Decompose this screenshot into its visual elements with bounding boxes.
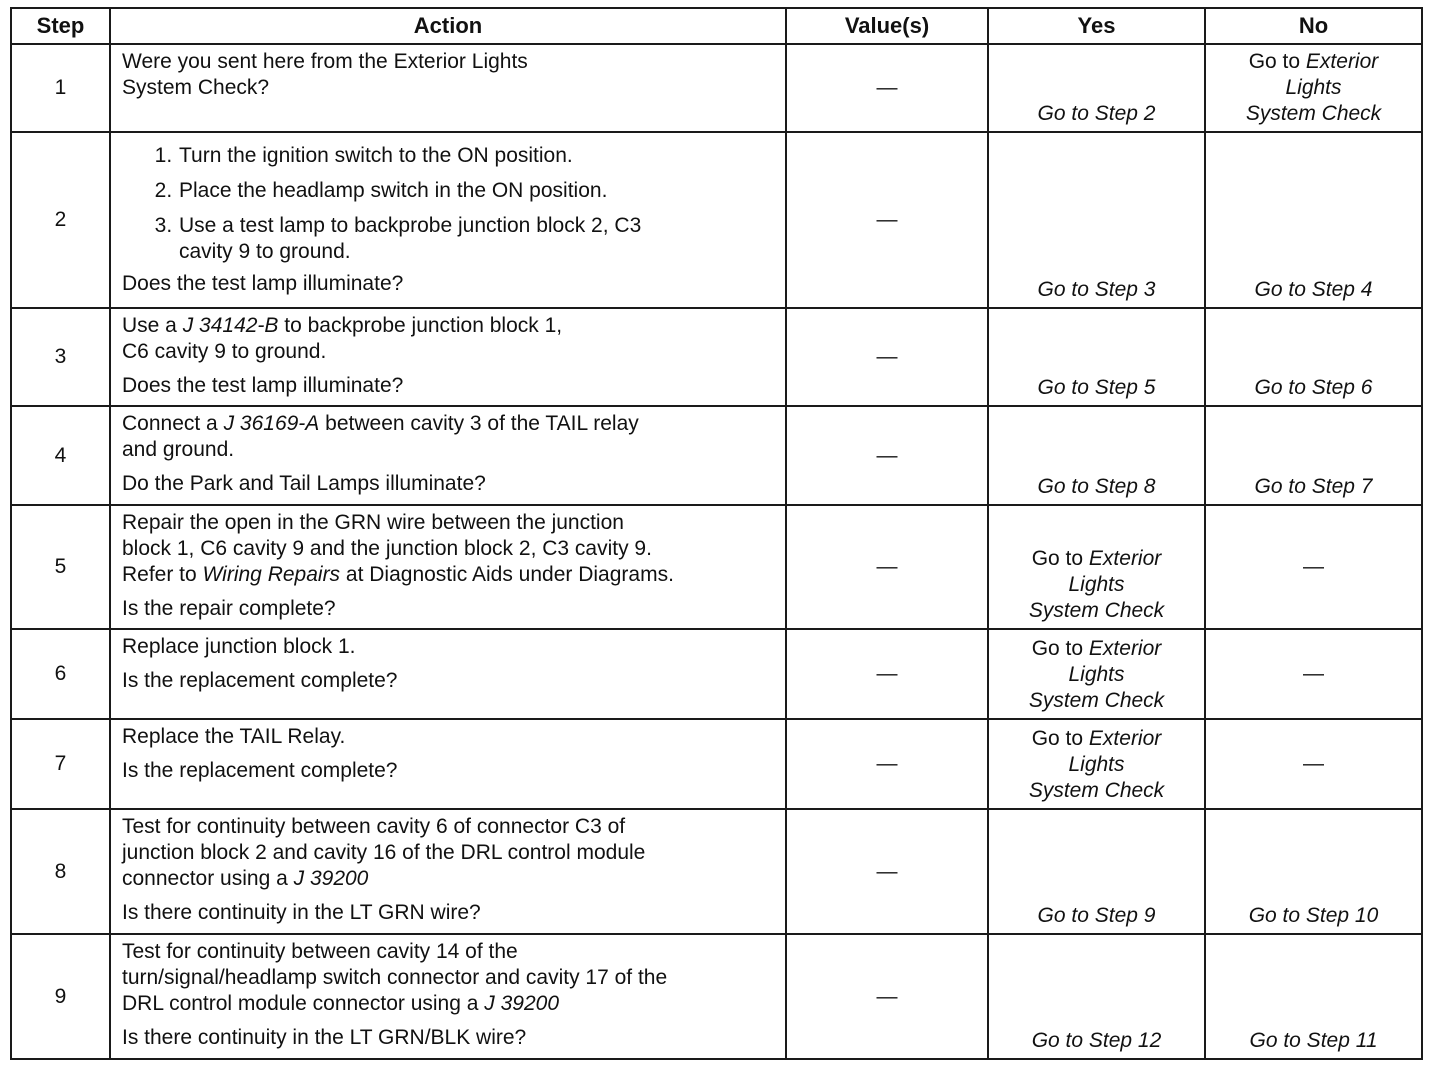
exterior-link[interactable]: Exterior [1088,727,1162,750]
lights-link[interactable]: Lights [1285,76,1342,99]
action-text: Connect a J 36169-A between cavity 3 of the TAIL relay and ground. [122,412,639,461]
value-cell: — [786,406,988,505]
action-cell [110,934,786,1059]
no-cell [1205,934,1422,1059]
go-to-step-link[interactable]: Go to Step 2 [1037,102,1156,125]
lights-link[interactable]: Lights [1068,753,1125,776]
lights-link[interactable]: Lights [1068,573,1125,596]
no-cell [1205,406,1422,505]
no-cell [1205,308,1422,406]
table-row [11,505,1422,629]
system-check-link[interactable]: System Check [1028,599,1165,622]
tool-reference[interactable]: J 39200 [293,867,369,890]
system-check-link[interactable]: System Check [1028,689,1165,712]
table-row [11,629,1422,719]
action-text: Test for continuity between cavity 14 of the turn/signal/headlamp switch connector and cavity 17 of the DRL control module connector using a J 39200 [122,940,668,1015]
header-values: Value(s) [786,8,988,44]
tool-reference[interactable]: J 39200 [484,992,559,1015]
go-to-step-link[interactable]: Go to Step 4 [1254,278,1373,301]
no-cell [1205,809,1422,934]
step-number: 5 [11,505,110,629]
action-cell [110,719,786,809]
question-text: Is the replacement complete? [122,759,398,782]
step-number: 3 [11,308,110,406]
go-to-step-link[interactable]: Go to Step 10 [1248,904,1379,927]
go-to-step-link[interactable]: Go to Step 9 [1037,904,1156,927]
no-cell [1205,44,1422,132]
question-text: Does the test lamp illuminate? [122,272,404,295]
yes-cell [988,934,1205,1059]
table-row [11,44,1422,132]
procedure-item: 2. Place the headlamp switch in the ON position. [178,178,775,204]
action-cell [110,809,786,934]
tool-reference[interactable]: J 34142-B [182,314,279,337]
diagnostic-table [10,7,1423,1060]
procedure-item: 1. Turn the ignition switch to the ON position. [178,143,775,169]
table-row [11,308,1422,406]
question-text: Do the Park and Tail Lamps illuminate? [122,472,486,495]
value-cell: — [786,719,988,809]
yes-cell [988,406,1205,505]
no-cell: — [1205,719,1422,809]
question-text: Is there continuity in the LT GRN/BLK wire? [122,1026,527,1049]
question-text: Does the test lamp illuminate? [122,374,404,397]
go-to-step-link[interactable]: Go to Step 7 [1254,475,1373,498]
action-text: Replace the TAIL Relay. [122,725,346,748]
no-cell: — [1205,629,1422,719]
exterior-link[interactable]: Exterior [1088,547,1162,570]
header-action: Action [110,8,786,44]
step-number: 4 [11,406,110,505]
value-cell: — [786,629,988,719]
question-text: Is the replacement complete? [122,669,398,692]
yes-cell [988,44,1205,132]
step-number: 7 [11,719,110,809]
header-step: Step [11,8,110,44]
table-row [11,132,1422,308]
go-to-step-link[interactable]: Go to Step 8 [1037,475,1156,498]
table-row [11,406,1422,505]
system-check-link[interactable]: System Check [1245,102,1382,125]
yes-cell [988,629,1205,719]
action-cell [110,406,786,505]
value-cell: — [786,505,988,629]
question-text: Is the repair complete? [122,597,336,620]
yes-cell [988,719,1205,809]
question-text: Is there continuity in the LT GRN wire? [122,901,481,924]
no-cell [1205,132,1422,308]
action-cell [110,132,786,308]
header-no: No [1205,8,1422,44]
value-cell: — [786,934,988,1059]
value-cell: — [786,308,988,406]
go-to-prefix: Go to [1248,50,1301,73]
exterior-link[interactable]: Exterior [1305,50,1379,73]
action-text: Replace junction block 1. [122,635,356,658]
header-row [11,8,1422,44]
action-cell [110,308,786,406]
action-text: Use a J 34142-B to backprobe junction block 1, C6 cavity 9 to ground. [122,314,563,363]
action-text: Test for continuity between cavity 6 of connector C3 of junction block 2 and cavity 16 of the DRL control module connector using a J 39200 [122,815,646,890]
action-text: Were you sent here from the Exterior Lights System Check? [122,50,528,99]
yes-cell [988,809,1205,934]
procedure-item: 3. Use a test lamp to backprobe junction block 2, C3 cavity 9 to ground. [178,213,775,265]
tool-reference[interactable]: J 36169-A [223,412,320,435]
action-cell [110,629,786,719]
step-number: 9 [11,934,110,1059]
go-to-prefix: Go to [1031,727,1084,750]
lights-link[interactable]: Lights [1068,663,1125,686]
exterior-link[interactable]: Exterior [1088,637,1162,660]
go-to-step-link[interactable]: Go to Step 12 [1031,1029,1162,1052]
wiring-repairs-link[interactable]: Wiring Repairs [202,563,341,586]
value-cell: — [786,44,988,132]
action-text: Repair the open in the GRN wire between the junction block 1, C6 cavity 9 and the junction block 2, C3 cavity 9. Refer to Wiring Repairs at Diagnostic Aids under Diagrams. [122,511,674,586]
table-row [11,719,1422,809]
table-row [11,809,1422,934]
step-number: 2 [11,132,110,308]
procedure-list [122,143,775,265]
no-cell: — [1205,505,1422,629]
system-check-link[interactable]: System Check [1028,779,1165,802]
yes-cell [988,505,1205,629]
value-cell: — [786,132,988,308]
yes-cell [988,132,1205,308]
go-to-step-link[interactable]: Go to Step 3 [1037,278,1156,301]
table-row [11,934,1422,1059]
action-cell [110,44,786,132]
go-to-step-link[interactable]: Go to Step 5 [1037,376,1156,399]
action-cell [110,505,786,629]
step-number: 8 [11,809,110,934]
value-cell: — [786,809,988,934]
header-yes: Yes [988,8,1205,44]
go-to-prefix: Go to [1031,547,1084,570]
go-to-prefix: Go to [1031,637,1084,660]
go-to-step-link[interactable]: Go to Step 6 [1254,376,1373,399]
step-number: 1 [11,44,110,132]
go-to-step-link[interactable]: Go to Step 11 [1249,1029,1378,1052]
yes-cell [988,308,1205,406]
step-number: 6 [11,629,110,719]
